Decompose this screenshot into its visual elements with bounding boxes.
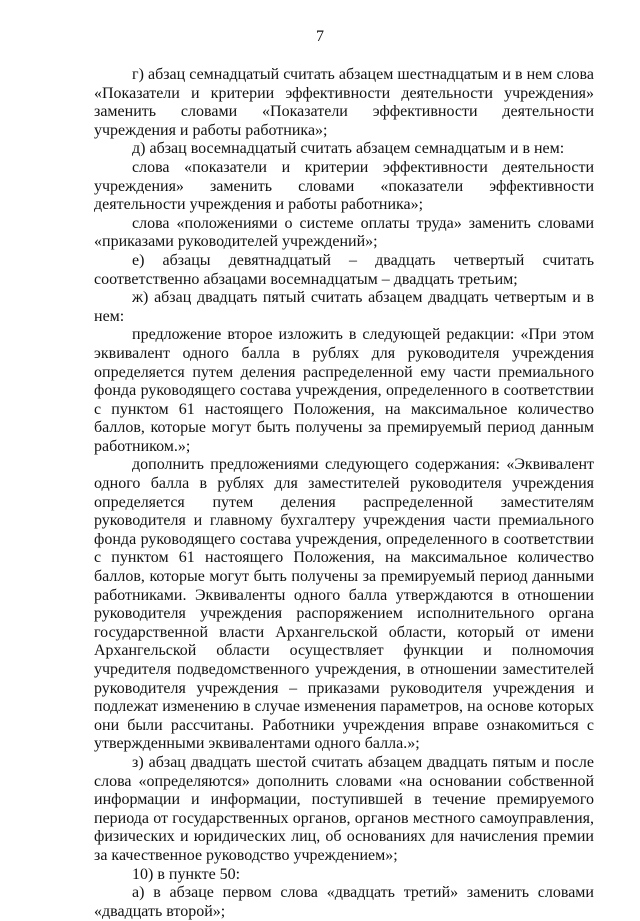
- item-10-heading: 10) в пункте 50:: [132, 865, 241, 883]
- page-number: 7: [316, 28, 324, 45]
- paragraph-e: е) абзацы девятнадцатый – двадцать четвертый считать соответственно абзацами восемнадцатым – двадцать третьим;: [94, 251, 594, 288]
- paragraph-zh: ж) абзац двадцать пятый считать абзацем двадцать четвертым и в нем:: [94, 289, 594, 325]
- paragraph-zh-supplement: дополнить предложениями следующего содержания: «Эквивалент одного балла в рублях для заместителей руководителя учреждения определяется путем деления распределенной заместителям руководителя и главному бухгалтеру учреждения части премиального фонда руководящего состава учреждения, определенного в соответствии с пунктом 61 настоящего Положения, на максимальное количество баллов, которые могут быть получены за премируемый период данными работниками. Эквиваленты одного балла утверждаются в отношении руководителя учреждения распоряжением исполнительного органа государственной власти Архангельской области, который от имени Архангельской области осуществляет функции и полномочия учредителя подведомственного учреждения, в отношении заместителей руководителя учреждения – приказами руководителя учреждения и подлежат изменению в случае изменения параметров, на основе которых они были рассчитаны. Работники учреждения вправе ознакомиться с утвержденными эквивалентами одного балла.»;: [94, 456, 594, 753]
- paragraph-g: г) абзац семнадцатый считать абзацем шестнадцатым и в нем слова «Показатели и критерии эффективности деятельности учреждения» заменить словами «Показатели эффективности деятельности учреждения и работы работника»;: [94, 66, 594, 139]
- paragraph-zh-sentence-two: предложение второе изложить в следующей редакции: «При этом эквивалент одного балла в рублях для руководителя учреждения определяется путем деления распределенной ему части премиального фонда руководящего состава учреждения, определенного в соответствии с пунктом 61 настоящего Положения, на максимальное количество баллов, которые могут быть получены за премируемый период данным работником.»;: [94, 326, 594, 455]
- paragraph-d-words-criteria: слова «показатели и критерии эффективности деятельности учреждения» заменить словами «показатели эффективности деятельности учреждения и работы работника»;: [94, 158, 594, 214]
- item-10-paragraph-a: а) в абзаце первом слова «двадцать третий» заменить словами «двадцать второй»;: [94, 884, 594, 920]
- paragraph-z: з) абзац двадцать шестой считать абзацем двадцать пятым и после слова «определяются» дополнить словами «на основании собственной информации и информации, поступившей в течение премируемого периода от государственных органов, органов местного самоуправления, физических и юридических лиц, об основаниях для начисления премии за качественное руководство учреждением»;: [94, 753, 594, 864]
- paragraph-d: д) абзац восемнадцатый считать абзацем семнадцатым и в нем:: [132, 140, 565, 158]
- document-body: [94, 66, 594, 921]
- paragraph-d-words-provisions: слова «положениями о системе оплаты труда» заменить словами «приказами руководителей учреждений»;: [94, 214, 594, 251]
